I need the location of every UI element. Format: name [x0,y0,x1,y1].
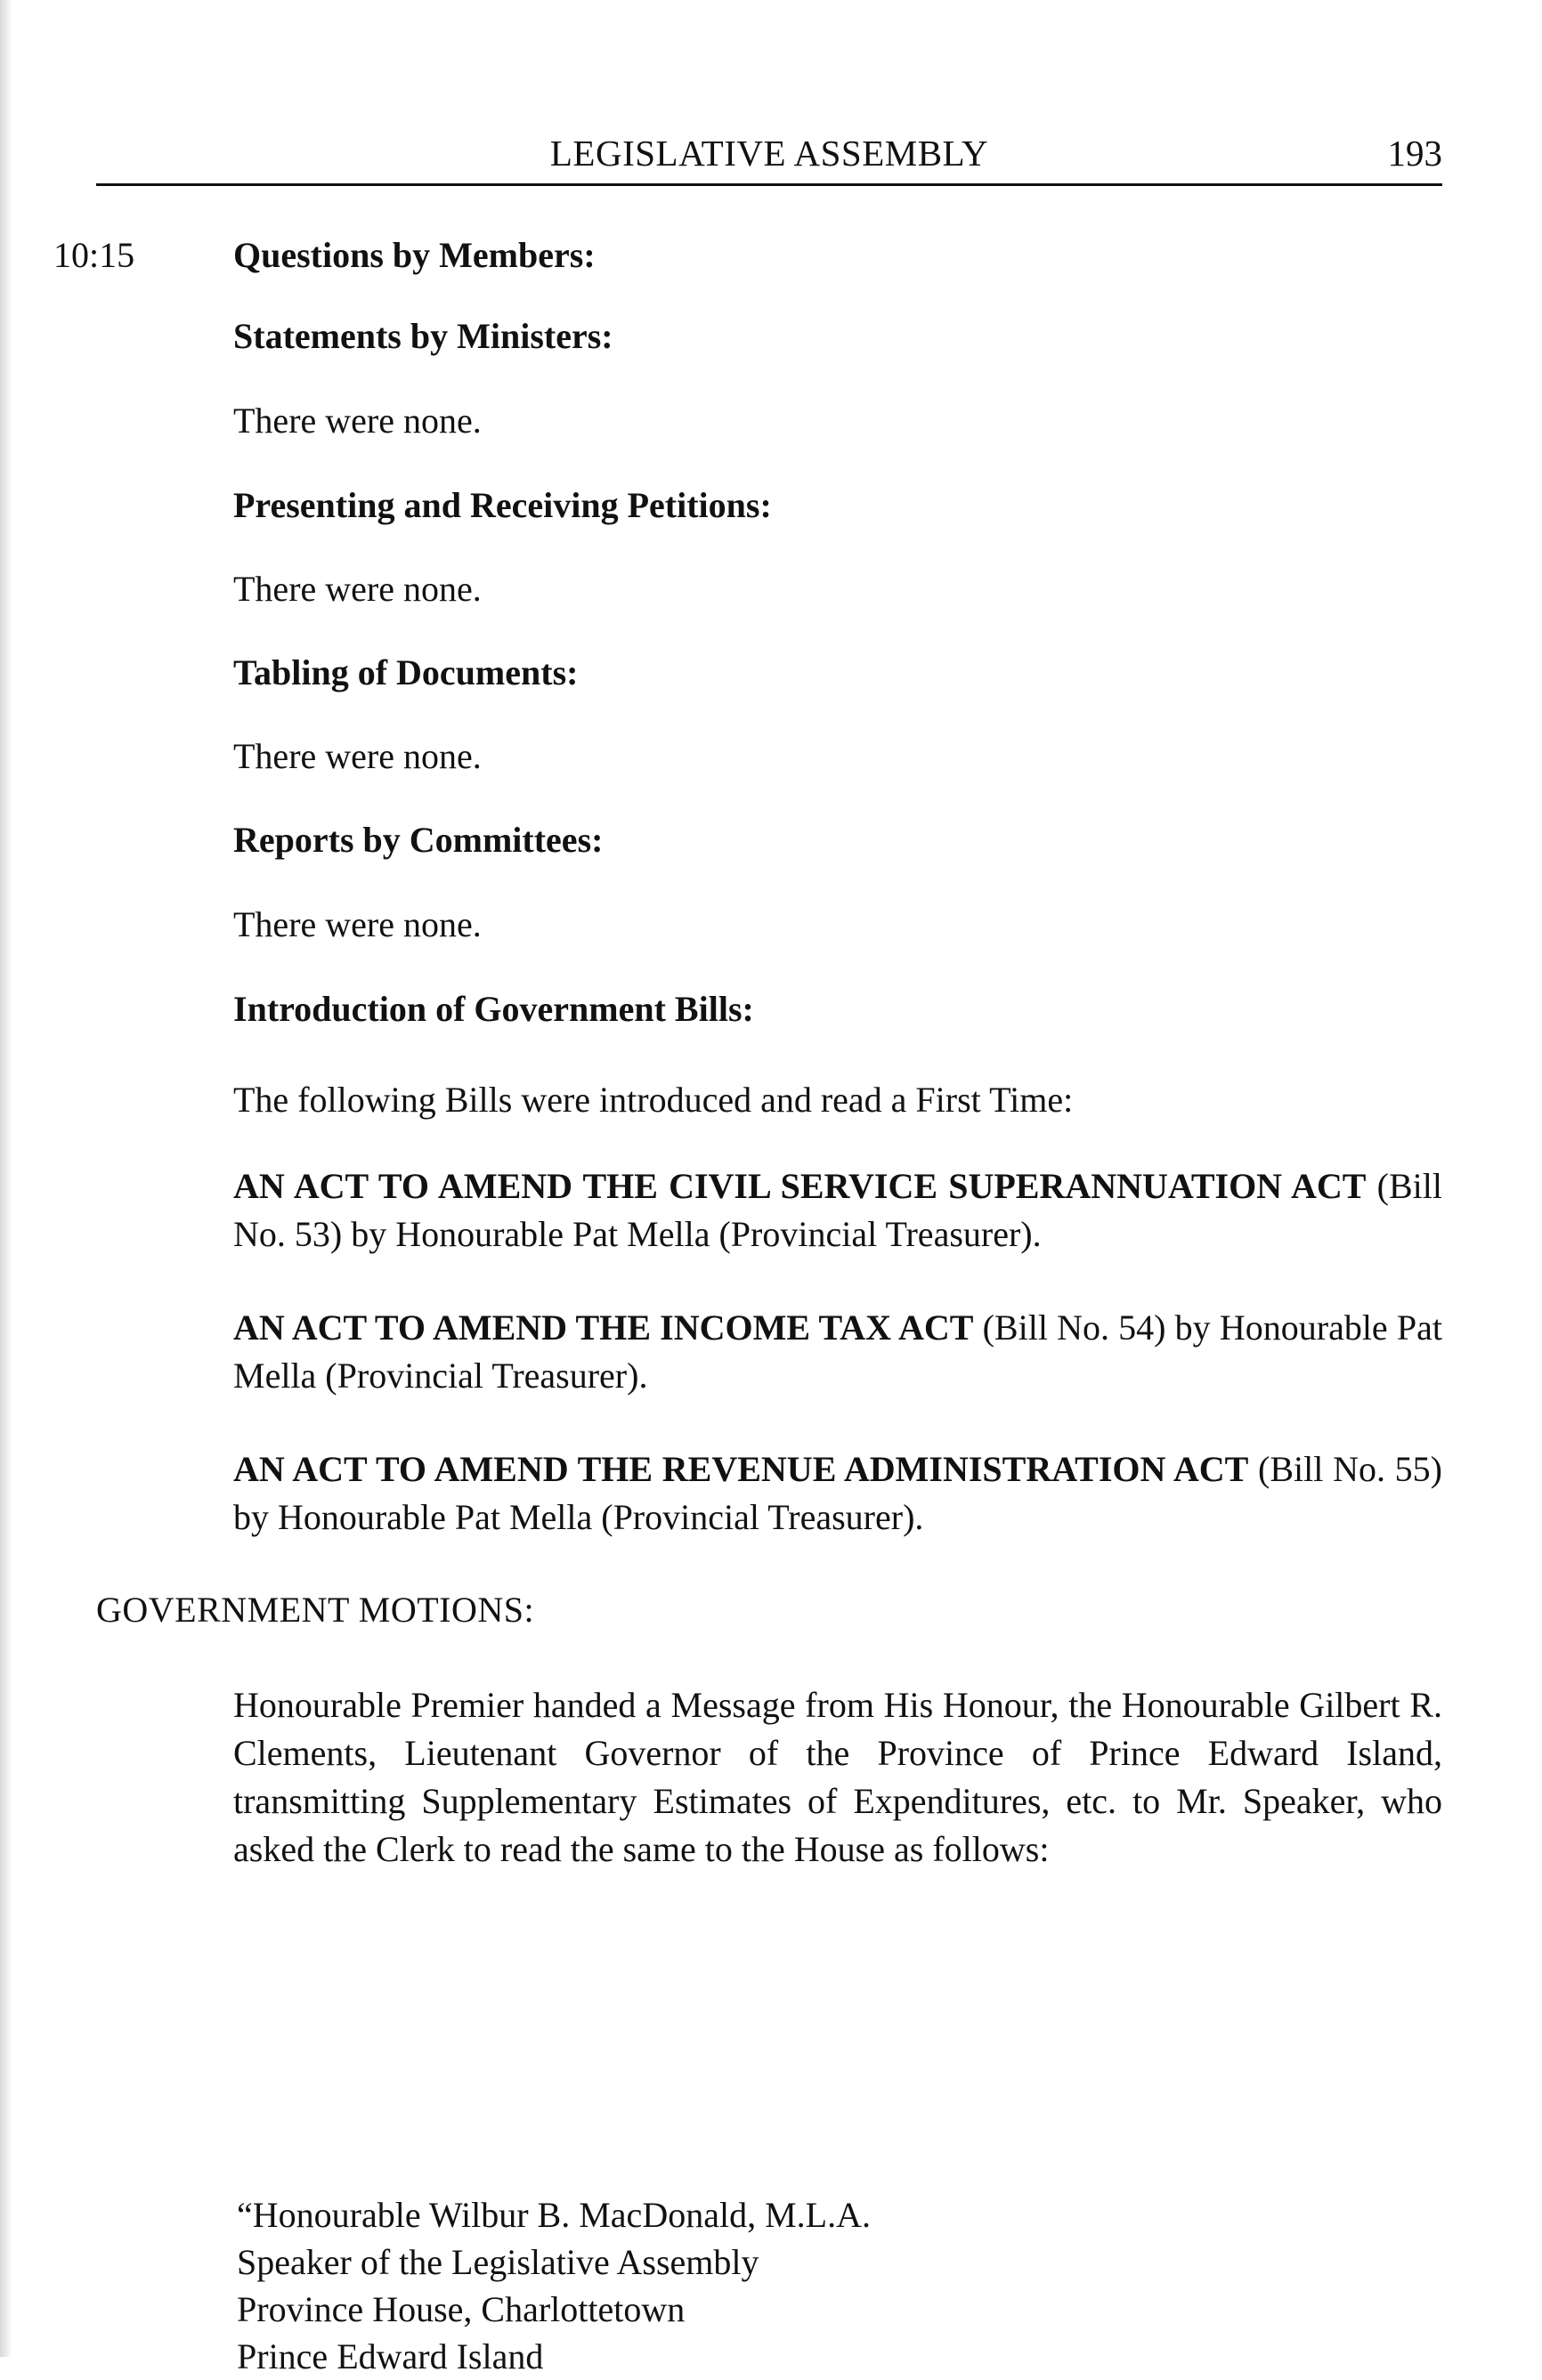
header-title: LEGISLATIVE ASSEMBLY [549,133,989,174]
bill-55-title: AN ACT TO AMEND THE REVENUE ADMINISTRATION ACT [233,1449,1249,1489]
petitions-text: There were none. [233,569,482,609]
address-line: Speaker of the Legislative Assembly [237,2242,759,2282]
tabling-text: There were none. [233,736,482,776]
address-line: Province House, Charlottetown [237,2289,686,2329]
page-edge-shadow [0,0,12,2357]
government-bills-text: The following Bills were introduced and read a First Time: [233,1080,1074,1120]
government-motions-heading: GOVERNMENT MOTIONS: [96,1590,535,1630]
bill-53-title: AN ACT TO AMEND THE CIVIL SERVICE SUPERANNUATION ACT [233,1166,1367,1206]
header-rule [96,183,1442,186]
bill-55 [233,1445,1442,1542]
heading-reports-by-committees: Reports by Committees: [233,820,604,860]
address-line: “Honourable Wilbur B. MacDonald, M.L.A. [237,2195,871,2235]
government-motions-paragraph: Honourable Premier handed a Message from His Honour, the Honourable Gilbert R. Clements, Lieutenant Governor of the Province of Prince Edward Island, transmitting Supplementary Estimates of Expenditures, etc. to Mr. Speaker, who asked the Clerk to read the same to the House as follows: [233,1685,1442,1869]
heading-presenting-petitions: Presenting and Receiving Petitions: [233,485,772,525]
address-block [237,2191,871,2380]
bill-53-detail: (Bill No. 53) by Honourable Pat Mella (Provincial Treasurer). [233,1166,1442,1254]
page-header [96,132,1442,187]
time-stamp: 10:15 [53,235,135,275]
heading-tabling-documents: Tabling of Documents: [233,652,579,692]
heading-government-bills: Introduction of Government Bills: [233,989,754,1029]
reports-text: There were none. [233,904,482,944]
bill-53 [233,1162,1442,1259]
heading-questions-by-members: Questions by Members: [233,235,596,275]
bill-54-detail: (Bill No. 54) by Honourable Pat Mella (Provincial Treasurer). [233,1307,1442,1396]
bill-54 [233,1304,1442,1400]
address-line: Prince Edward Island [237,2336,544,2376]
bill-55-detail: (Bill No. 55) by Honourable Pat Mella (Provincial Treasurer). [233,1449,1442,1537]
page-number: 193 [1387,133,1442,174]
statements-text: There were none. [233,401,482,441]
bill-54-title: AN ACT TO AMEND THE INCOME TAX ACT [233,1307,974,1348]
heading-statements-by-ministers: Statements by Ministers: [233,316,613,356]
